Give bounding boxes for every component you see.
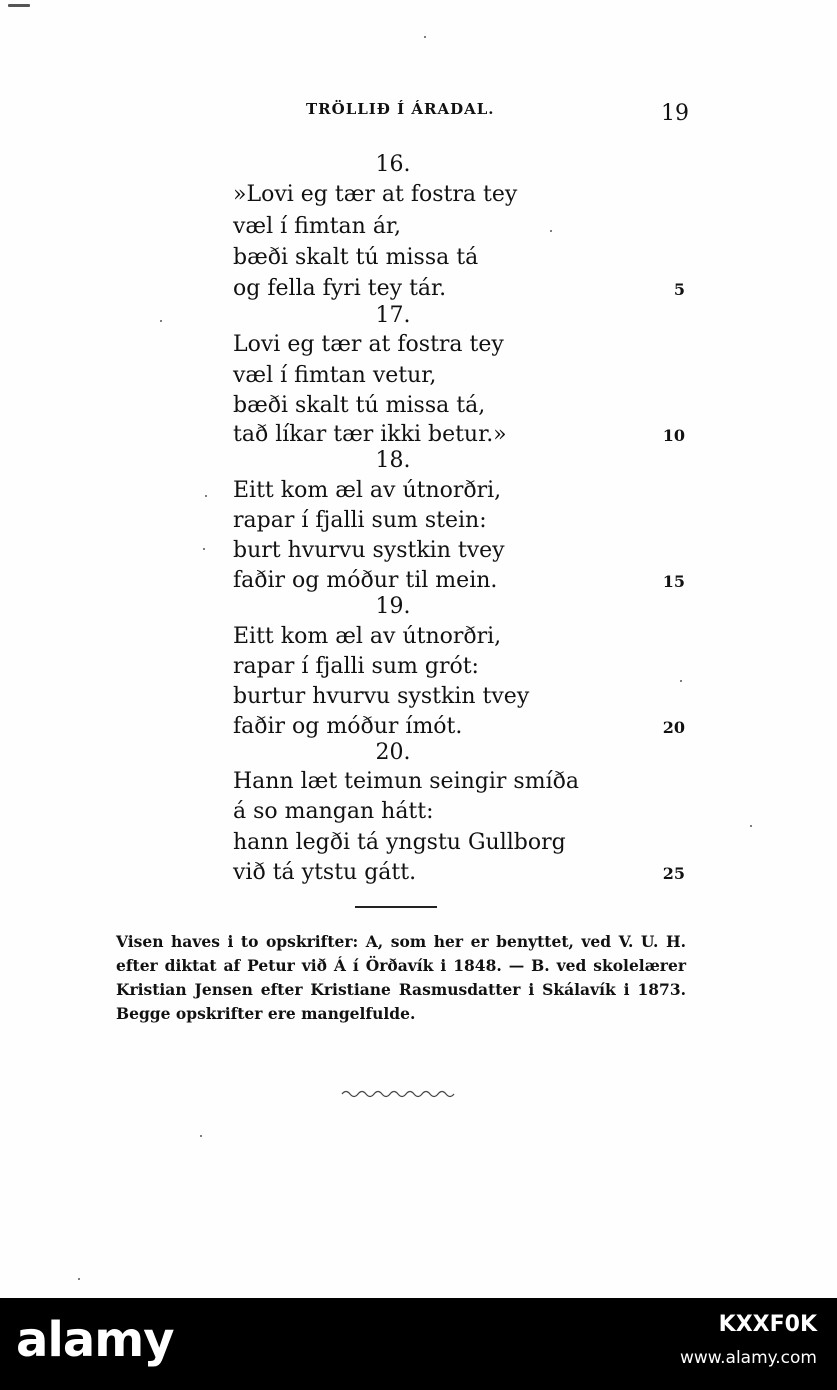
verse-line: bæði skalt tú missa tá xyxy=(233,245,479,270)
ornament-squiggle xyxy=(340,1086,460,1100)
image-id: KXXF0K xyxy=(718,1312,817,1337)
scan-speck xyxy=(550,230,552,232)
scan-speck xyxy=(750,825,752,827)
stanza-number: 19. xyxy=(375,594,411,619)
scan-speck xyxy=(205,495,207,497)
verse-line: rapar í fjalli sum stein: xyxy=(233,508,487,533)
stanza-number: 17. xyxy=(375,303,411,328)
verse-line: »Lovi eg tær at fostra tey xyxy=(233,182,518,207)
stanza-number: 18. xyxy=(375,448,411,473)
verse-line: og fella fyri tey tár. xyxy=(233,276,447,301)
line-number: 25 xyxy=(662,864,685,883)
verse-line: Hann læt teimun seingir smíða xyxy=(233,769,579,794)
footnote-rule xyxy=(355,906,437,908)
verse-line: væl í fimtan ár, xyxy=(233,214,402,239)
line-number: 5 xyxy=(673,280,685,299)
verse-line: tað líkar tær ikki betur.» xyxy=(233,422,507,447)
verse-line: Eitt kom æl av útnorðri, xyxy=(233,478,502,503)
scan-speck xyxy=(680,680,682,682)
scan-speck xyxy=(424,36,426,38)
alamy-logo: alamy xyxy=(16,1312,174,1368)
line-number: 10 xyxy=(662,426,685,445)
verse-line: á so mangan hátt: xyxy=(233,799,434,824)
verse-line: væl í fimtan vetur, xyxy=(233,363,437,388)
footnote-text: Visen haves i to opskrifter: A, som her er benyttet, ved V. U. H. efter diktat af Petur við Á í Örðavík i 1848. — B. ved skolelærer Kristian Jensen efter Kristiane Rasmusdatter i Skálavík i 1873. Begge opskrifter ere mangelfulde. xyxy=(116,932,686,1023)
watermark-banner xyxy=(0,1298,837,1390)
verse-line: faðir og móður ímót. xyxy=(233,714,463,739)
page-number: 19 xyxy=(661,101,689,126)
stanza-number: 20. xyxy=(375,740,411,765)
scan-speck xyxy=(160,320,162,322)
scan-speck xyxy=(200,1135,202,1137)
verse-line: burt hvurvu systkin tvey xyxy=(233,538,505,563)
running-head: TRÖLLIÐ Í ÁRADAL. xyxy=(306,100,495,118)
verse-line: faðir og móður til mein. xyxy=(233,568,498,593)
line-number: 20 xyxy=(662,718,685,737)
verse-line: bæði skalt tú missa tá, xyxy=(233,393,486,418)
stanza-number: 16. xyxy=(375,152,411,177)
verse-line: Eitt kom æl av útnorðri, xyxy=(233,624,502,649)
scan-speck xyxy=(203,548,205,550)
verse-line: Lovi eg tær at fostra tey xyxy=(233,332,504,357)
scan-speck xyxy=(8,4,30,7)
verse-line: rapar í fjalli sum grót: xyxy=(233,654,479,679)
verse-line: við tá ytstu gátt. xyxy=(233,860,417,885)
site-url: www.alamy.com xyxy=(679,1348,817,1368)
line-number: 15 xyxy=(662,572,685,591)
scan-speck xyxy=(78,1278,80,1280)
verse-line: burtur hvurvu systkin tvey xyxy=(233,684,530,709)
verse-line: hann legði tá yngstu Gullborg xyxy=(233,830,566,855)
